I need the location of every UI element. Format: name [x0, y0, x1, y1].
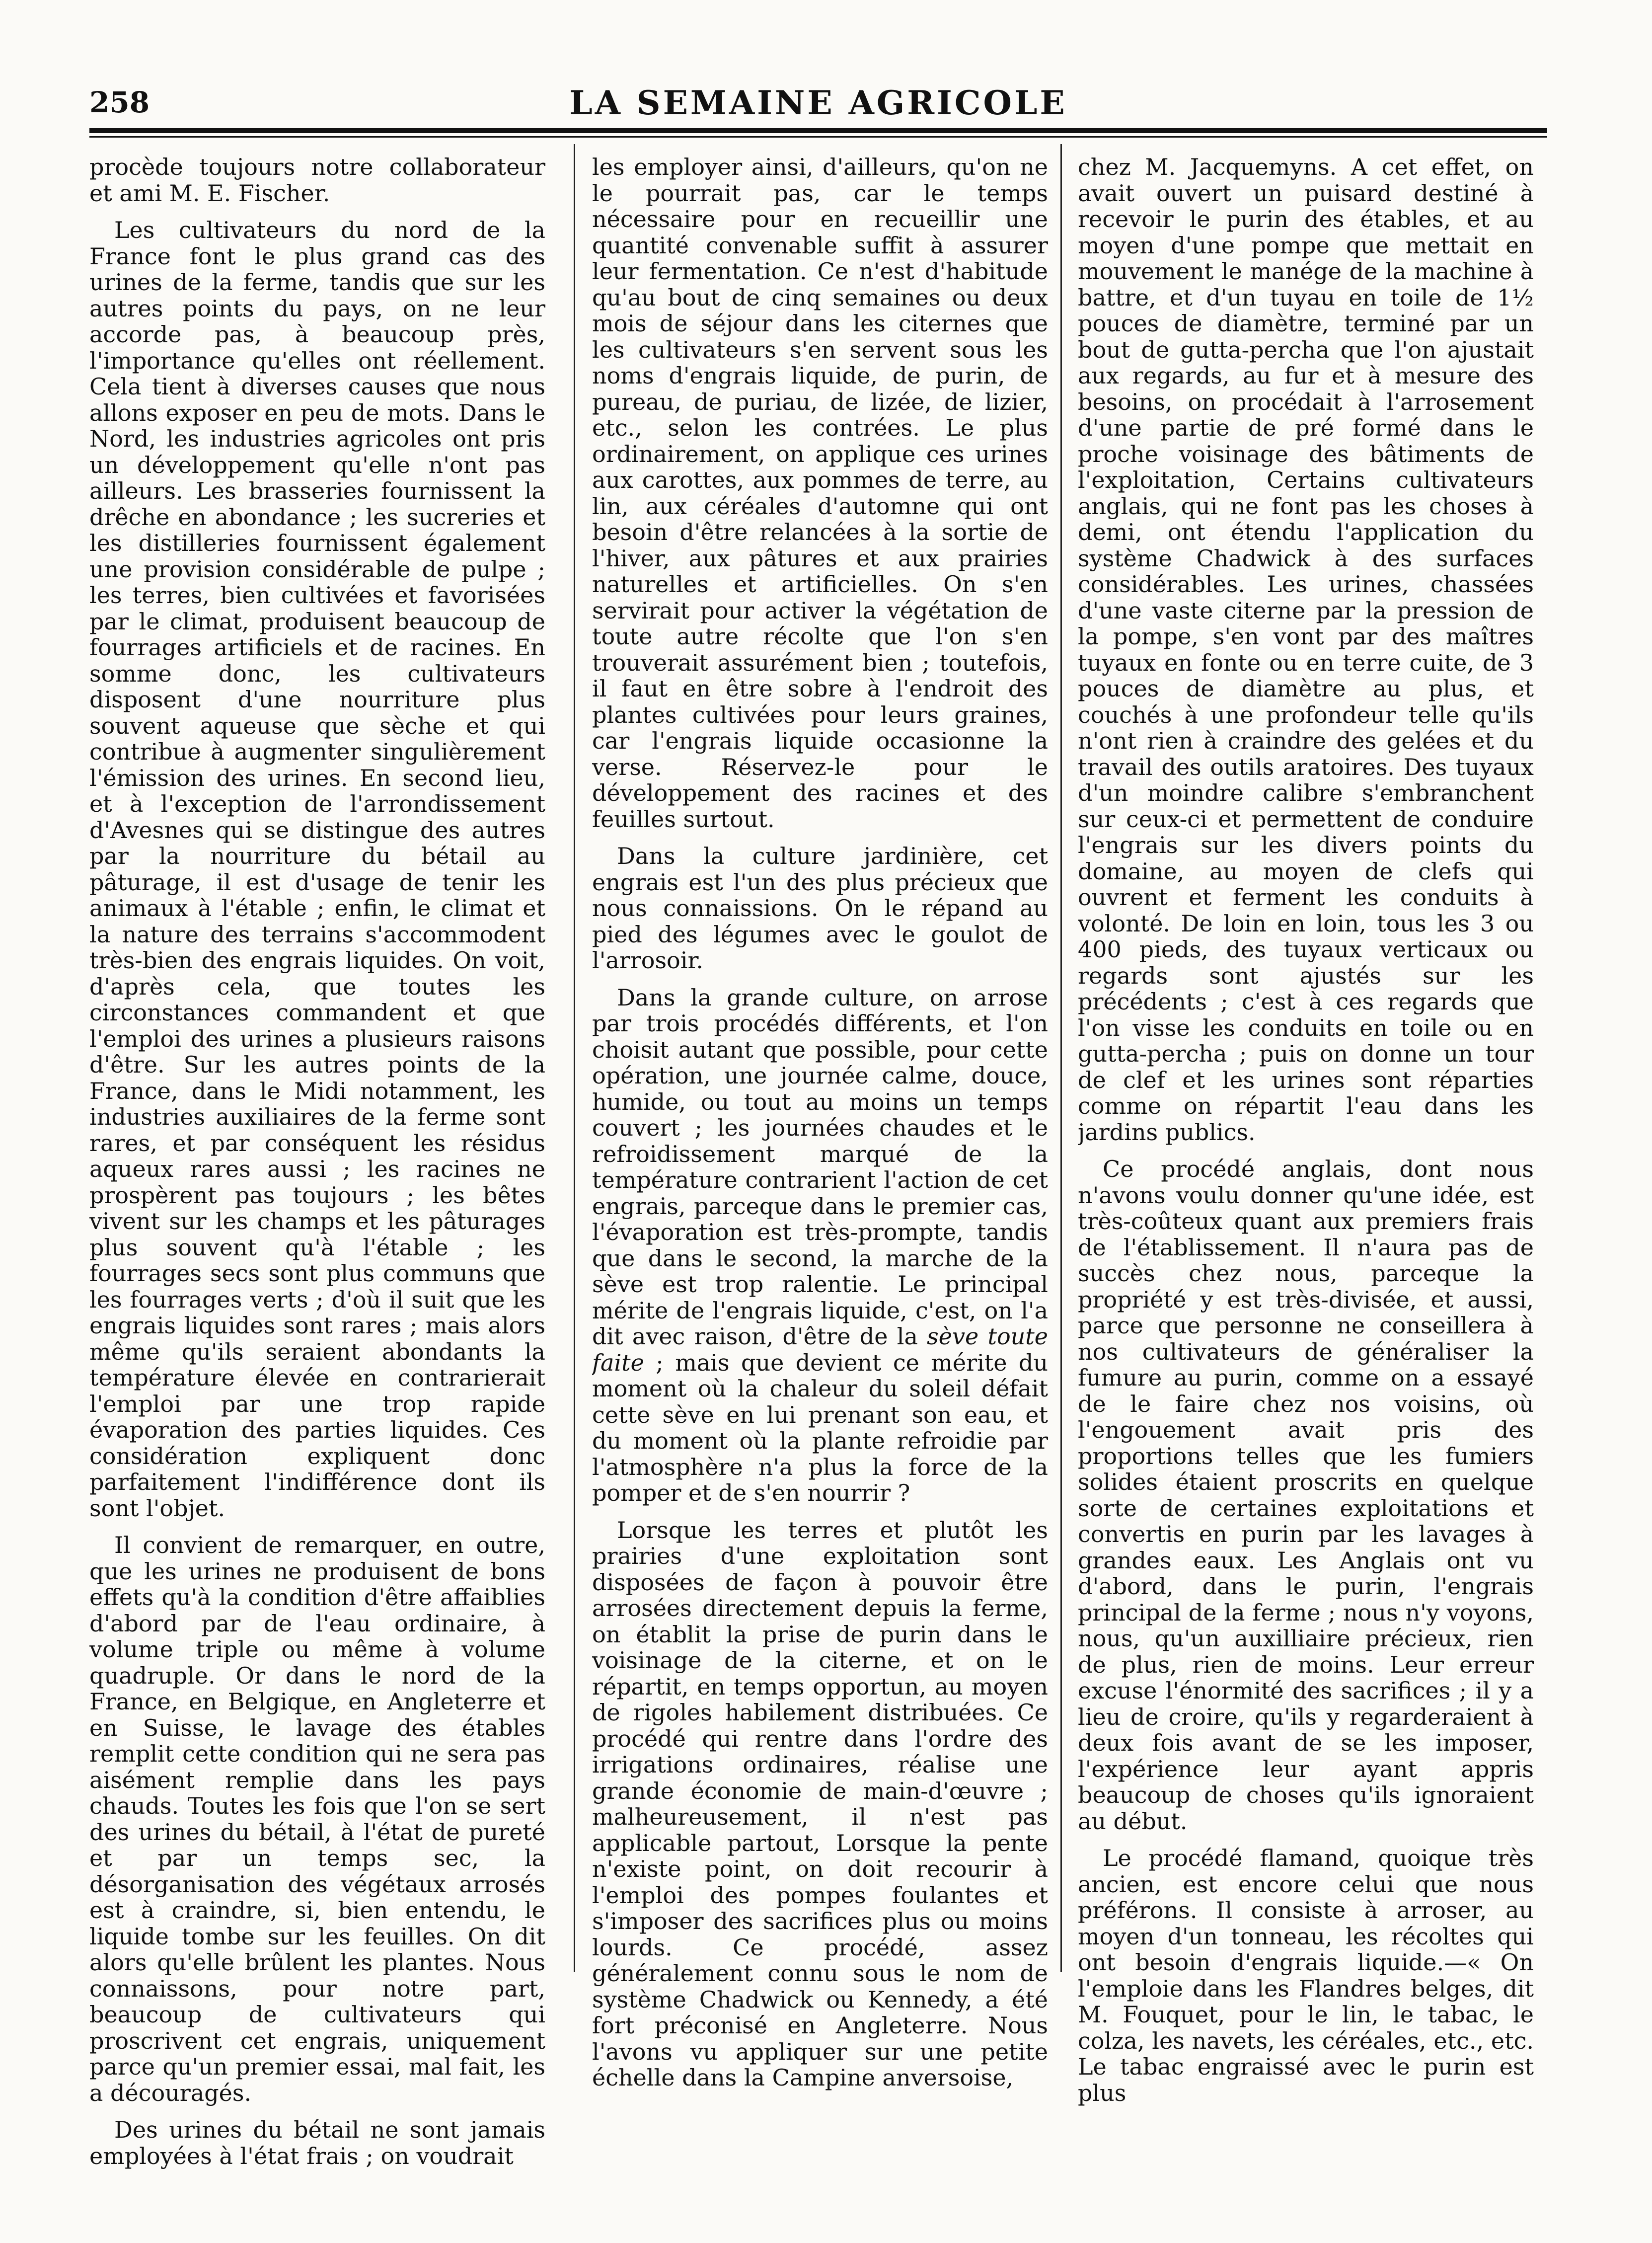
text-column-1 [89, 154, 545, 2216]
paragraph: Il convient de remarquer, en outre, que les urines ne produisent de bons effets qu'à la condition d'être affaiblies d'abord par de l'eau ordinaire, à volume triple ou même à volume quadruple. Or dans le nord de la France, en Belgique, en Angleterre et en Suisse, le lavage des étables remplit cette condition qui ne sera pas aisément remplie dans les pays chauds. Toutes les fois que l'on se sert des urines du bétail, à l'état de pureté et par un temps sec, la désorganisation des végétaux arrosés est à craindre, si, bien entendu, le liquide tombe sur les feuilles. On dit alors qu'elle brûlent les plantes. Nous connaissons, pour notre part, beaucoup de cultivateurs qui proscrivent cet engrais, uniquement parce qu'un premier essai, mal fait, les a découragés. [89, 1532, 545, 2106]
page-header [89, 79, 1547, 124]
paragraph: chez M. Jacquemyns. A cet effet, on avait ouvert un puisard destiné à recevoir le purin des étables, et au moyen d'une pompe que mettait en mouvement le manége de la machine à battre, et d'un tuyau en toile de 1½ pouces de diamètre, terminé par un bout de gutta-percha que l'on ajustait aux regards, au fur et à mesure des besoins, on procédait à l'arrosement d'une partie de pré formé dans le proche voisinage des bâtiments de l'exploitation, Certains cultivateurs anglais, qui ne font pas les choses à demi, ont étendu l'application du système Chadwick à des surfaces considérables. Les urines, chassées d'une vaste citerne par la pression de la pompe, s'en vont par des maîtres tuyaux en fonte ou en terre cuite, de 3 pouces de diamètre au plus, et couchés à une profondeur telle qu'ils n'ont rien à craindre des gelées et du travail des outils aratoires. Des tuyaux d'un moindre calibre s'embranchent sur ceux-ci et permettent de conduire l'engrais sur les divers points du domaine, au moyen de clefs qui ouvrent et ferment les conduits à volonté. De loin en loin, tous les 3 ou 400 pieds, des tuyaux verticaux ou regards sont ajustés sur les précédents ; c'est à ces regards que l'on visse les conduits en toile ou en gutta-percha ; puis on donne un tour de clef et les urines sont réparties comme on répartit l'eau dans les jardins publics. [1078, 154, 1534, 1146]
paragraph: les employer ainsi, d'ailleurs, qu'on ne le pourrait pas, car le temps nécessaire pour en recueillir une quantité convenable suffit à assurer leur fermentation. Ce n'est d'habitude qu'au bout de cinq semaines ou deux mois de séjour dans les citernes que les cultivateurs s'en servent sous les noms d'engrais liquide, de purin, de pureau, de puriau, de lizée, de lizier, etc., selon les contrées. Le plus ordinairement, on applique ces urines aux carottes, aux pommes de terre, au lin, aux céréales d'automne qui ont besoin d'être relancées à la sortie de l'hiver, aux pâtures et aux prairies naturelles et artificielles. On s'en servirait pour activer la végétation de toute autre récolte que l'on s'en trouverait assurément bien ; toutefois, il faut en être sobre à l'endroit des plantes cultivées pour leurs graines, car l'engrais liquide occasionne la verse. Réservez-le pour le développement des racines et des feuilles surtout. [592, 154, 1048, 833]
paragraph [592, 985, 1048, 1506]
paragraph: Lorsque les terres et plutôt les prairies d'une exploitation sont disposées de façon à pouvoir être arrosées directement depuis la ferme, on établit la prise de purin dans le voisinage de la citerne, et on le répartit, en temps opportun, au moyen de rigoles habilement distribuées. Ce procédé qui rentre dans l'ordre des irrigations ordinaires, réalise une grande économie de main-d'œuvre ; malheureusement, il n'est pas applicable partout, Lorsque la pente n'existe point, on doit recourir à l'emploi des pompes foulantes et s'imposer des sacrifices plus ou moins lourds. Ce procédé, assez généralement connu sous le nom de système Chadwick ou Kennedy, a été fort préconisé en Angleterre. Nous l'avons vu appliquer sur une petite échelle dans la Campine anversoise, [592, 1516, 1048, 2091]
header-rule-thick [89, 128, 1547, 133]
column-divider [574, 144, 575, 1972]
text-column-2 [592, 154, 1048, 2216]
paragraph-text: ; mais que devient ce mérite du moment où la chaleur du soleil défait cette sève en lui prenant son eau, et du moment où la plante refroidie par l'atmosphère n'a plus la force de la pomper et de s'en nourrir ? [592, 1349, 1048, 1506]
page-number: 258 [89, 85, 150, 119]
text-column-3 [1078, 154, 1534, 2216]
paragraph-text: Dans la grande culture, on arrose par trois procédés différents, et l'on choisit autant que possible, pour cette opération, une journée calme, douce, humide, ou tout au moins un temps couvert ; les journées chaudes et le refroidissement marqué de la température contrarient l'action de cet engrais, parceque dans le premier cas, l'évaporation est très-prompte, tandis que dans le second, la marche de la sève est trop ralentie. Le principal mérite de l'engrais liquide, c'est, on l'a dit avec raison, d'être de la [592, 984, 1048, 1350]
emphasized-phrase: sève toute faite [592, 1323, 1048, 1376]
running-title: LA SEMAINE AGRICOLE [569, 83, 1067, 122]
paragraph: Les cultivateurs du nord de la France font le plus grand cas des urines de la ferme, tandis que sur les autres points du pays, on ne leur accorde pas, à beaucoup près, l'importance qu'elles ont réellement. Cela tient à diverses causes que nous allons exposer en peu de mots. Dans le Nord, les industries agricoles ont pris un développement qu'elle n'ont pas ailleurs. Les brasseries fournissent la drêche en abondance ; les sucreries et les distilleries fournissent également une provision considérable de pulpe ; les terres, bien cultivées et favorisées par le climat, produisent beaucoup de fourrages artificiels et de racines. En somme donc, les cultivateurs disposent d'une nourriture plus souvent aqueuse que sèche et qui contribue à augmenter singulièrement l'émission des urines. En second lieu, et à l'exception de l'arrondissement d'Avesnes qui se distingue des autres par la nourriture du bétail au pâturage, il est d'usage de tenir les animaux à l'étable ; enfin, le climat et la nature des terrains s'accommodent très-bien des engrais liquides. On voit, d'après cela, que toutes les circonstances commandent et que l'emploi des urines a plusieurs raisons d'être. Sur les autres points de la France, dans le Midi notamment, les industries auxiliaires de la ferme sont rares, et par conséquent les résidus aqueux rares aussi ; les racines ne prospèrent pas toujours ; les bêtes vivent sur les champs et les pâturages plus souvent qu'à l'étable ; les fourrages secs sont plus communs que les fourrages verts ; d'où il suit que les engrais liquides sont rares ; mais alors même qu'ils seraient abondants la température élevée en contrarierait l'emploi par une trop rapide évaporation des parties liquides. Ces considération expliquent donc parfaitement l'indifférence dont ils sont l'objet. [89, 217, 545, 1522]
paragraph: Ce procédé anglais, dont nous n'avons voulu donner qu'une idée, est très-coûteux quant aux premiers frais de l'établissement. Il n'aura pas de succès chez nous, parceque la propriété y est très-divisée, et aussi, parce que personne ne conseillera à nos cultivateurs de généraliser la fumure au purin, comme on a essayé de le faire chez nos voisins, où l'engouement avait pris des proportions telles que les fumiers solides étaient proscrits en quelque sorte de certaines exploitations et convertis en purin par les lavages à grandes eaux. Les Anglais ont vu d'abord, dans le purin, l'engrais principal de la ferme ; nous n'y voyons, nous, qu'un auxilliaire précieux, rien de plus, rien de moins. Leur erreur excuse l'énormité des sacrifices ; il y a lieu de croire, qu'ils y regarderaient à deux fois avant de se les imposer, l'expérience leur ayant appris beaucoup de choses qu'ils ignoraient au début. [1078, 1156, 1534, 1835]
paragraph: Dans la culture jardinière, cet engrais est l'un des plus précieux que nous connaissions. On le répand au pied des légumes avec le goulot de l'arrosoir. [592, 843, 1048, 974]
paragraph: procède toujours notre collaborateur et ami M. E. Fischer. [89, 154, 545, 207]
column-divider [1060, 144, 1062, 1972]
paragraph: Le procédé flamand, quoique très ancien, est encore celui que nous préférons. Il consiste à arroser, au moyen d'un tonneau, les récoltes qui ont besoin d'engrais liquide.—« On l'emploie dans les Flandres belges, dit M. Fouquet, pour le lin, le tabac, le colza, les navets, les céréales, etc., etc. Le tabac engraissé avec le purin est plus [1078, 1845, 1534, 2106]
header-rule-thin [89, 136, 1547, 138]
paragraph: Des urines du bétail ne sont jamais employées à l'état frais ; on voudrait [89, 2116, 545, 2169]
